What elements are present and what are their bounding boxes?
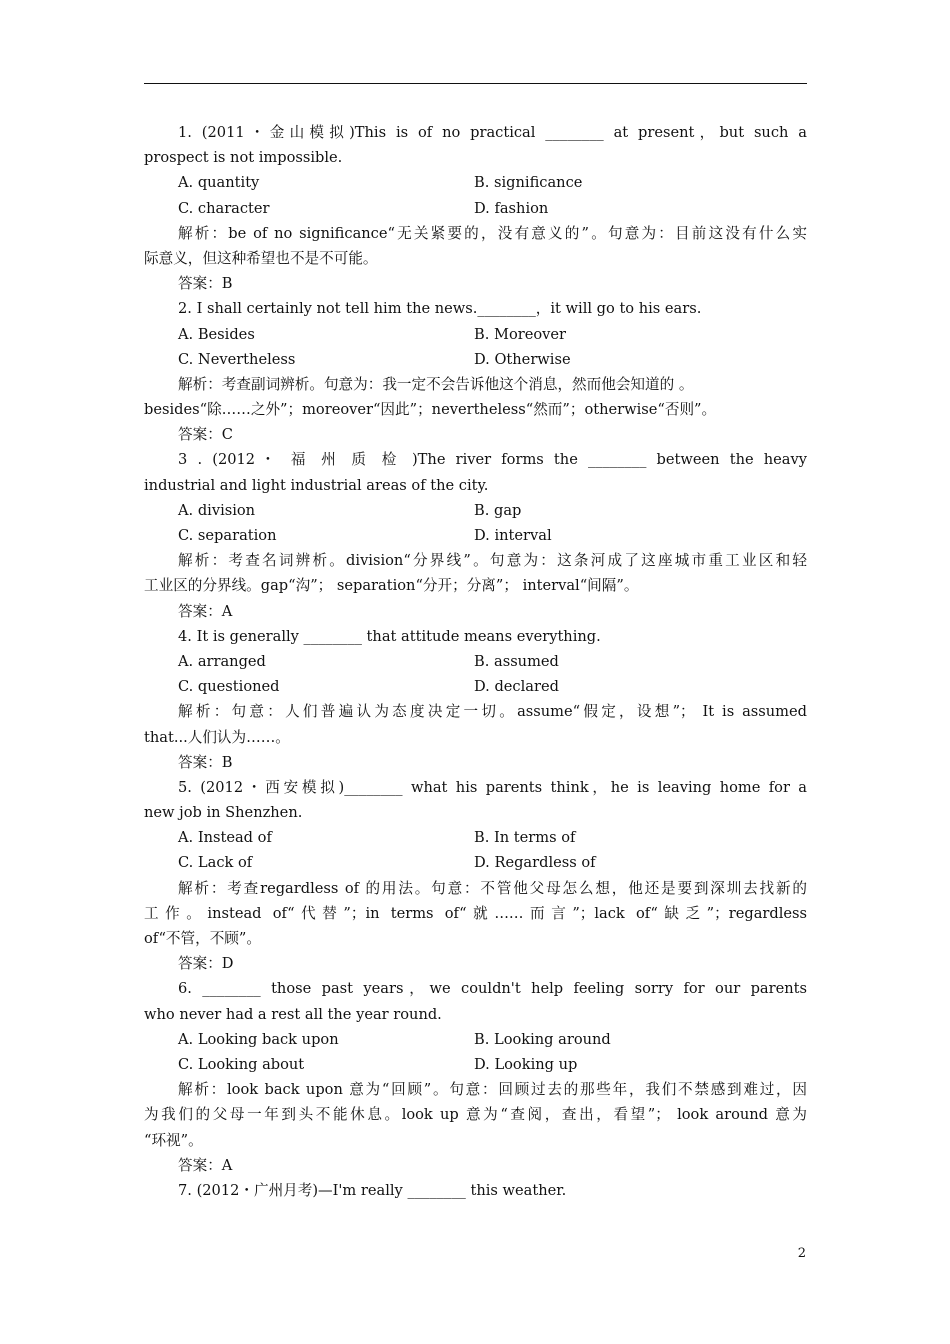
question-stem: 1. (2011・金山模拟)This is of no practical ________ at present，but such a xyxy=(178,124,807,141)
analysis-line: 工作。instead of“代替”；in terms of“就……而言”；lack of“缺乏”；regardless xyxy=(144,904,807,922)
answer-line: 答案：A xyxy=(178,602,233,620)
option-c: C. character xyxy=(178,199,270,217)
option-c: C. Lack of xyxy=(178,854,253,872)
question-stem: 6. ________ those past years，we couldn't help feeling sorry for our parents xyxy=(178,980,807,998)
analysis-line: 工业区的分界线。gap“沟”； separation“分开；分离”； interval“间隔”。 xyxy=(144,577,639,595)
answer-line: 答案：B xyxy=(178,275,233,293)
option-a: A. division xyxy=(178,501,256,519)
option-b: B. Moreover xyxy=(474,325,566,343)
document-body xyxy=(144,120,807,1203)
option-d: D. Looking up xyxy=(474,1055,578,1073)
option-a: A. quantity xyxy=(178,174,260,192)
options-row xyxy=(144,347,807,372)
page-number: 2 xyxy=(797,1246,806,1261)
option-c: C. Nevertheless xyxy=(178,350,296,368)
question-6 xyxy=(144,976,807,1178)
question-stem: industrial and light industrial areas of the city. xyxy=(144,476,489,494)
option-b: B. significance xyxy=(474,174,583,192)
analysis-line: 解析：考查名词辨析。division“分界线”。句意为：这条河成了这座城市重工业区和轻 xyxy=(178,552,807,570)
question-stem: who never had a rest all the year round. xyxy=(144,1005,442,1023)
header-rule xyxy=(144,83,807,84)
question-stem: 3 . (2012・ 福 州 质 检 )The river forms the ________ between the heavy xyxy=(178,451,807,469)
question-4 xyxy=(144,624,807,775)
option-b: B. gap xyxy=(474,501,522,519)
option-b: B. assumed xyxy=(474,652,559,670)
options-row xyxy=(144,170,807,195)
analysis-line: 为我们的父母一年到头不能休息。look up 意为“查阅，查出，看望”； look around 意为 xyxy=(144,1106,807,1124)
option-c: C. Looking about xyxy=(178,1055,305,1073)
options-row xyxy=(144,674,807,699)
option-a: A. Instead of xyxy=(178,829,272,847)
analysis-line: 解析：look back upon 意为“回顾”。句意：回顾过去的那些年，我们不禁感到难过，因 xyxy=(178,1081,807,1099)
analysis-line: besides“除……之外”；moreover“因此”；nevertheless“然而”；otherwise“否则”。 xyxy=(144,401,717,419)
question-1 xyxy=(144,120,807,296)
answer-line: 答案：A xyxy=(178,1156,233,1174)
option-d: D. Otherwise xyxy=(474,350,571,368)
option-a: A. Looking back upon xyxy=(178,1030,339,1048)
option-d: D. fashion xyxy=(474,199,549,217)
option-d: D. declared xyxy=(474,678,559,696)
option-d: D. Regardless of xyxy=(474,854,596,872)
options-row xyxy=(144,1027,807,1052)
options-row xyxy=(144,523,807,548)
option-b: B. Looking around xyxy=(474,1030,611,1048)
options-row xyxy=(144,322,807,347)
options-row xyxy=(144,498,807,523)
analysis-line: of“不管，不顾”。 xyxy=(144,930,261,947)
option-d: D. interval xyxy=(474,527,552,544)
option-a: A. arranged xyxy=(178,652,266,670)
options-row xyxy=(144,850,807,875)
options-row xyxy=(144,649,807,674)
question-stem: 5. (2012・西安模拟)________ what his parents think，he is leaving home for a xyxy=(178,778,807,796)
option-c: C. questioned xyxy=(178,678,280,696)
answer-line: 答案：C xyxy=(178,426,233,444)
question-3 xyxy=(144,447,807,623)
analysis-line: that...人们认为……。 xyxy=(144,728,290,746)
question-7 xyxy=(144,1178,807,1203)
option-a: A. Besides xyxy=(178,325,255,343)
option-c: C. separation xyxy=(178,527,277,544)
question-stem: new job in Shenzhen. xyxy=(144,804,303,822)
question-5 xyxy=(144,775,807,977)
options-row xyxy=(144,1052,807,1077)
question-stem: prospect is not impossible. xyxy=(144,149,343,167)
analysis-line: 解析：考查副词辨析。句意为：我一定不会告诉他这个消息，然而他会知道的 。 xyxy=(178,375,694,393)
analysis-line: 解析：考查regardless of 的用法。句意：不管他父母怎么想，他还是要到深圳去找新的 xyxy=(178,879,807,897)
options-row xyxy=(144,825,807,850)
answer-line: 答案：D xyxy=(178,955,234,973)
option-b: B. In terms of xyxy=(474,829,576,847)
question-2 xyxy=(144,296,807,447)
options-row xyxy=(144,196,807,221)
question-stem: 2. I shall certainly not tell him the news.________，it will go to his ears. xyxy=(178,300,702,318)
analysis-line: 解析：句意：人们普遍认为态度决定一切。assume“假定，设想”； It is assumed xyxy=(178,703,807,721)
analysis-line: “环视”。 xyxy=(144,1131,203,1149)
question-stem: 7. (2012・广州月考)—I'm really ________ this weather. xyxy=(178,1181,567,1199)
analysis-line: 解析：be of no significance“无关紧要的，没有意义的”。句意为：目前这没有什么实 xyxy=(178,224,807,242)
analysis-line: 际意义，但这种希望也不是不可能。 xyxy=(144,249,378,267)
question-stem: 4. It is generally ________ that attitude means everything. xyxy=(178,627,601,645)
answer-line: 答案：B xyxy=(178,753,233,771)
